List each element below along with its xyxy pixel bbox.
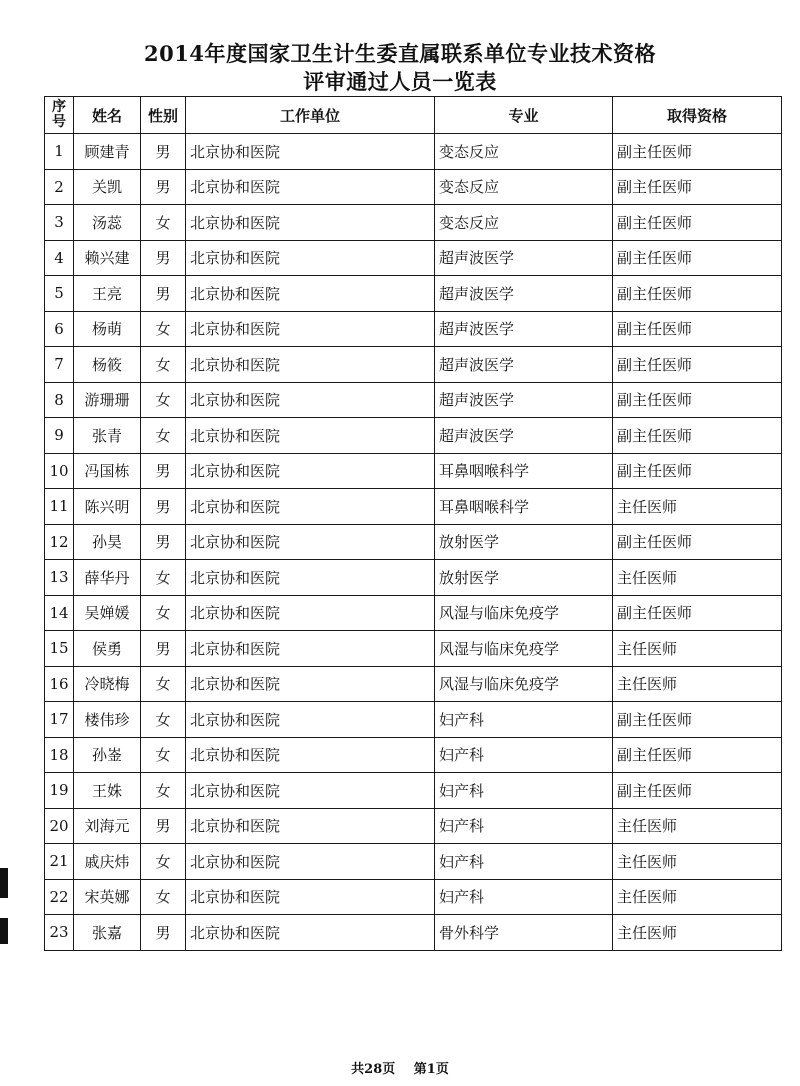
cell-unit: 北京协和医院 bbox=[186, 773, 435, 809]
table-row bbox=[45, 844, 782, 880]
cell-name: 戚庆炜 bbox=[74, 844, 141, 880]
cell-number: 8 bbox=[45, 382, 74, 418]
cell-qualification: 主任医师 bbox=[613, 560, 782, 596]
cell-qualification: 主任医师 bbox=[613, 915, 782, 951]
table-row bbox=[45, 311, 782, 347]
table-row bbox=[45, 737, 782, 773]
cell-qualification: 副主任医师 bbox=[613, 311, 782, 347]
cell-qualification: 主任医师 bbox=[613, 844, 782, 880]
cell-qualification: 副主任医师 bbox=[613, 702, 782, 738]
cell-gender: 男 bbox=[141, 489, 186, 525]
header-seq-bottom: 号 bbox=[52, 114, 66, 130]
cell-specialty: 风湿与临床免疫学 bbox=[435, 595, 613, 631]
cell-gender: 女 bbox=[141, 844, 186, 880]
header-gender: 性别 bbox=[141, 97, 186, 134]
cell-qualification: 副主任医师 bbox=[613, 276, 782, 312]
cell-specialty: 变态反应 bbox=[435, 205, 613, 241]
table-row bbox=[45, 205, 782, 241]
cell-gender: 女 bbox=[141, 560, 186, 596]
cell-unit: 北京协和医院 bbox=[186, 489, 435, 525]
cell-number: 5 bbox=[45, 276, 74, 312]
cell-number: 3 bbox=[45, 205, 74, 241]
scan-edge-mark bbox=[0, 918, 8, 944]
table-row bbox=[45, 347, 782, 383]
cell-number: 1 bbox=[45, 134, 74, 170]
table-body bbox=[45, 134, 782, 951]
cell-name: 杨萌 bbox=[74, 311, 141, 347]
cell-specialty: 风湿与临床免疫学 bbox=[435, 631, 613, 667]
cell-gender: 男 bbox=[141, 169, 186, 205]
cell-name: 张青 bbox=[74, 418, 141, 454]
cell-gender: 女 bbox=[141, 702, 186, 738]
cell-gender: 男 bbox=[141, 808, 186, 844]
cell-gender: 男 bbox=[141, 915, 186, 951]
cell-unit: 北京协和医院 bbox=[186, 418, 435, 454]
cell-specialty: 超声波医学 bbox=[435, 311, 613, 347]
cell-qualification: 副主任医师 bbox=[613, 134, 782, 170]
cell-number: 10 bbox=[45, 453, 74, 489]
table-row bbox=[45, 702, 782, 738]
cell-qualification: 副主任医师 bbox=[613, 595, 782, 631]
cell-gender: 男 bbox=[141, 276, 186, 312]
table-row bbox=[45, 382, 782, 418]
cell-gender: 女 bbox=[141, 205, 186, 241]
cell-number: 16 bbox=[45, 666, 74, 702]
cell-name: 游珊珊 bbox=[74, 382, 141, 418]
cell-qualification: 副主任医师 bbox=[613, 382, 782, 418]
cell-unit: 北京协和医院 bbox=[186, 702, 435, 738]
cell-unit: 北京协和医院 bbox=[186, 311, 435, 347]
cell-unit: 北京协和医院 bbox=[186, 453, 435, 489]
table-row bbox=[45, 595, 782, 631]
cell-specialty: 超声波医学 bbox=[435, 382, 613, 418]
cell-specialty: 耳鼻咽喉科学 bbox=[435, 453, 613, 489]
cell-gender: 男 bbox=[141, 524, 186, 560]
header-unit: 工作单位 bbox=[186, 97, 435, 134]
cell-unit: 北京协和医院 bbox=[186, 240, 435, 276]
cell-name: 刘海元 bbox=[74, 808, 141, 844]
cell-qualification: 主任医师 bbox=[613, 879, 782, 915]
cell-qualification: 副主任医师 bbox=[613, 418, 782, 454]
header-specialty: 专业 bbox=[435, 97, 613, 134]
cell-qualification: 副主任医师 bbox=[613, 205, 782, 241]
cell-unit: 北京协和医院 bbox=[186, 169, 435, 205]
cell-name: 张嘉 bbox=[74, 915, 141, 951]
document-subtitle: 评审通过人员一览表 bbox=[303, 69, 497, 94]
cell-gender: 女 bbox=[141, 879, 186, 915]
table-row bbox=[45, 240, 782, 276]
current-page: 第1页 bbox=[413, 1062, 449, 1077]
cell-number: 20 bbox=[45, 808, 74, 844]
cell-number: 13 bbox=[45, 560, 74, 596]
cell-specialty: 超声波医学 bbox=[435, 240, 613, 276]
table-row bbox=[45, 560, 782, 596]
cell-unit: 北京协和医院 bbox=[186, 844, 435, 880]
cell-qualification: 副主任医师 bbox=[613, 347, 782, 383]
cell-specialty: 耳鼻咽喉科学 bbox=[435, 489, 613, 525]
cell-qualification: 主任医师 bbox=[613, 808, 782, 844]
table-row bbox=[45, 631, 782, 667]
cell-gender: 女 bbox=[141, 666, 186, 702]
cell-number: 18 bbox=[45, 737, 74, 773]
cell-qualification: 副主任医师 bbox=[613, 240, 782, 276]
table-row bbox=[45, 666, 782, 702]
document-title: 2014年度国家卫生计生委直属联系单位专业技术资格 bbox=[144, 41, 656, 66]
cell-number: 2 bbox=[45, 169, 74, 205]
table-row bbox=[45, 879, 782, 915]
cell-unit: 北京协和医院 bbox=[186, 737, 435, 773]
cell-name: 侯勇 bbox=[74, 631, 141, 667]
cell-name: 汤蕊 bbox=[74, 205, 141, 241]
cell-qualification: 主任医师 bbox=[613, 489, 782, 525]
cell-unit: 北京协和医院 bbox=[186, 205, 435, 241]
cell-specialty: 变态反应 bbox=[435, 169, 613, 205]
cell-specialty: 风湿与临床免疫学 bbox=[435, 666, 613, 702]
cell-name: 杨筱 bbox=[74, 347, 141, 383]
cell-unit: 北京协和医院 bbox=[186, 560, 435, 596]
cell-name: 王姝 bbox=[74, 773, 141, 809]
cell-gender: 女 bbox=[141, 311, 186, 347]
cell-specialty: 变态反应 bbox=[435, 134, 613, 170]
cell-unit: 北京协和医院 bbox=[186, 347, 435, 383]
cell-gender: 男 bbox=[141, 134, 186, 170]
cell-unit: 北京协和医院 bbox=[186, 666, 435, 702]
cell-specialty: 妇产科 bbox=[435, 773, 613, 809]
table-row bbox=[45, 453, 782, 489]
cell-number: 11 bbox=[45, 489, 74, 525]
cell-gender: 女 bbox=[141, 773, 186, 809]
cell-specialty: 妇产科 bbox=[435, 702, 613, 738]
cell-name: 陈兴明 bbox=[74, 489, 141, 525]
cell-unit: 北京协和医院 bbox=[186, 524, 435, 560]
cell-name: 孙昊 bbox=[74, 524, 141, 560]
cell-unit: 北京协和医院 bbox=[186, 276, 435, 312]
cell-name: 吴婵媛 bbox=[74, 595, 141, 631]
table-row bbox=[45, 773, 782, 809]
cell-qualification: 副主任医师 bbox=[613, 169, 782, 205]
cell-gender: 女 bbox=[141, 595, 186, 631]
cell-name: 孙崟 bbox=[74, 737, 141, 773]
cell-number: 19 bbox=[45, 773, 74, 809]
cell-unit: 北京协和医院 bbox=[186, 808, 435, 844]
personnel-table bbox=[44, 96, 782, 951]
header-qualification: 取得资格 bbox=[613, 97, 782, 134]
cell-name: 王亮 bbox=[74, 276, 141, 312]
table-row bbox=[45, 524, 782, 560]
table-row bbox=[45, 915, 782, 951]
cell-specialty: 妇产科 bbox=[435, 737, 613, 773]
cell-specialty: 骨外科学 bbox=[435, 915, 613, 951]
table-header-row bbox=[45, 97, 782, 134]
cell-number: 12 bbox=[45, 524, 74, 560]
scan-edge-mark bbox=[0, 868, 8, 898]
cell-number: 4 bbox=[45, 240, 74, 276]
table-row bbox=[45, 808, 782, 844]
cell-number: 17 bbox=[45, 702, 74, 738]
cell-unit: 北京协和医院 bbox=[186, 631, 435, 667]
cell-specialty: 超声波医学 bbox=[435, 347, 613, 383]
total-pages: 共28页 bbox=[351, 1062, 396, 1077]
cell-unit: 北京协和医院 bbox=[186, 382, 435, 418]
cell-specialty: 妇产科 bbox=[435, 844, 613, 880]
cell-specialty: 超声波医学 bbox=[435, 418, 613, 454]
cell-qualification: 副主任医师 bbox=[613, 737, 782, 773]
cell-name: 宋英娜 bbox=[74, 879, 141, 915]
table-row bbox=[45, 418, 782, 454]
cell-gender: 女 bbox=[141, 737, 186, 773]
cell-number: 23 bbox=[45, 915, 74, 951]
cell-qualification: 副主任医师 bbox=[613, 524, 782, 560]
cell-qualification: 主任医师 bbox=[613, 631, 782, 667]
cell-unit: 北京协和医院 bbox=[186, 879, 435, 915]
cell-qualification: 副主任医师 bbox=[613, 453, 782, 489]
cell-gender: 男 bbox=[141, 240, 186, 276]
cell-gender: 女 bbox=[141, 347, 186, 383]
cell-name: 冯国栋 bbox=[74, 453, 141, 489]
cell-unit: 北京协和医院 bbox=[186, 915, 435, 951]
cell-name: 顾建青 bbox=[74, 134, 141, 170]
cell-qualification: 副主任医师 bbox=[613, 773, 782, 809]
cell-number: 6 bbox=[45, 311, 74, 347]
page-footer bbox=[0, 1058, 800, 1077]
cell-name: 冷晓梅 bbox=[74, 666, 141, 702]
cell-specialty: 放射医学 bbox=[435, 524, 613, 560]
cell-gender: 男 bbox=[141, 453, 186, 489]
header-name: 姓名 bbox=[74, 97, 141, 134]
table-row bbox=[45, 134, 782, 170]
cell-qualification: 主任医师 bbox=[613, 666, 782, 702]
cell-number: 22 bbox=[45, 879, 74, 915]
cell-specialty: 妇产科 bbox=[435, 808, 613, 844]
cell-number: 21 bbox=[45, 844, 74, 880]
cell-number: 9 bbox=[45, 418, 74, 454]
cell-name: 楼伟珍 bbox=[74, 702, 141, 738]
cell-unit: 北京协和医院 bbox=[186, 134, 435, 170]
cell-specialty: 超声波医学 bbox=[435, 276, 613, 312]
cell-gender: 男 bbox=[141, 631, 186, 667]
cell-name: 赖兴建 bbox=[74, 240, 141, 276]
header-seq bbox=[45, 97, 74, 134]
cell-number: 14 bbox=[45, 595, 74, 631]
cell-gender: 女 bbox=[141, 382, 186, 418]
table-row bbox=[45, 169, 782, 205]
cell-name: 薛华丹 bbox=[74, 560, 141, 596]
header-seq-top: 序 bbox=[52, 99, 66, 115]
cell-gender: 女 bbox=[141, 418, 186, 454]
cell-unit: 北京协和医院 bbox=[186, 595, 435, 631]
cell-name: 关凯 bbox=[74, 169, 141, 205]
cell-specialty: 放射医学 bbox=[435, 560, 613, 596]
cell-number: 15 bbox=[45, 631, 74, 667]
cell-specialty: 妇产科 bbox=[435, 879, 613, 915]
table-row bbox=[45, 489, 782, 525]
cell-number: 7 bbox=[45, 347, 74, 383]
table-row bbox=[45, 276, 782, 312]
